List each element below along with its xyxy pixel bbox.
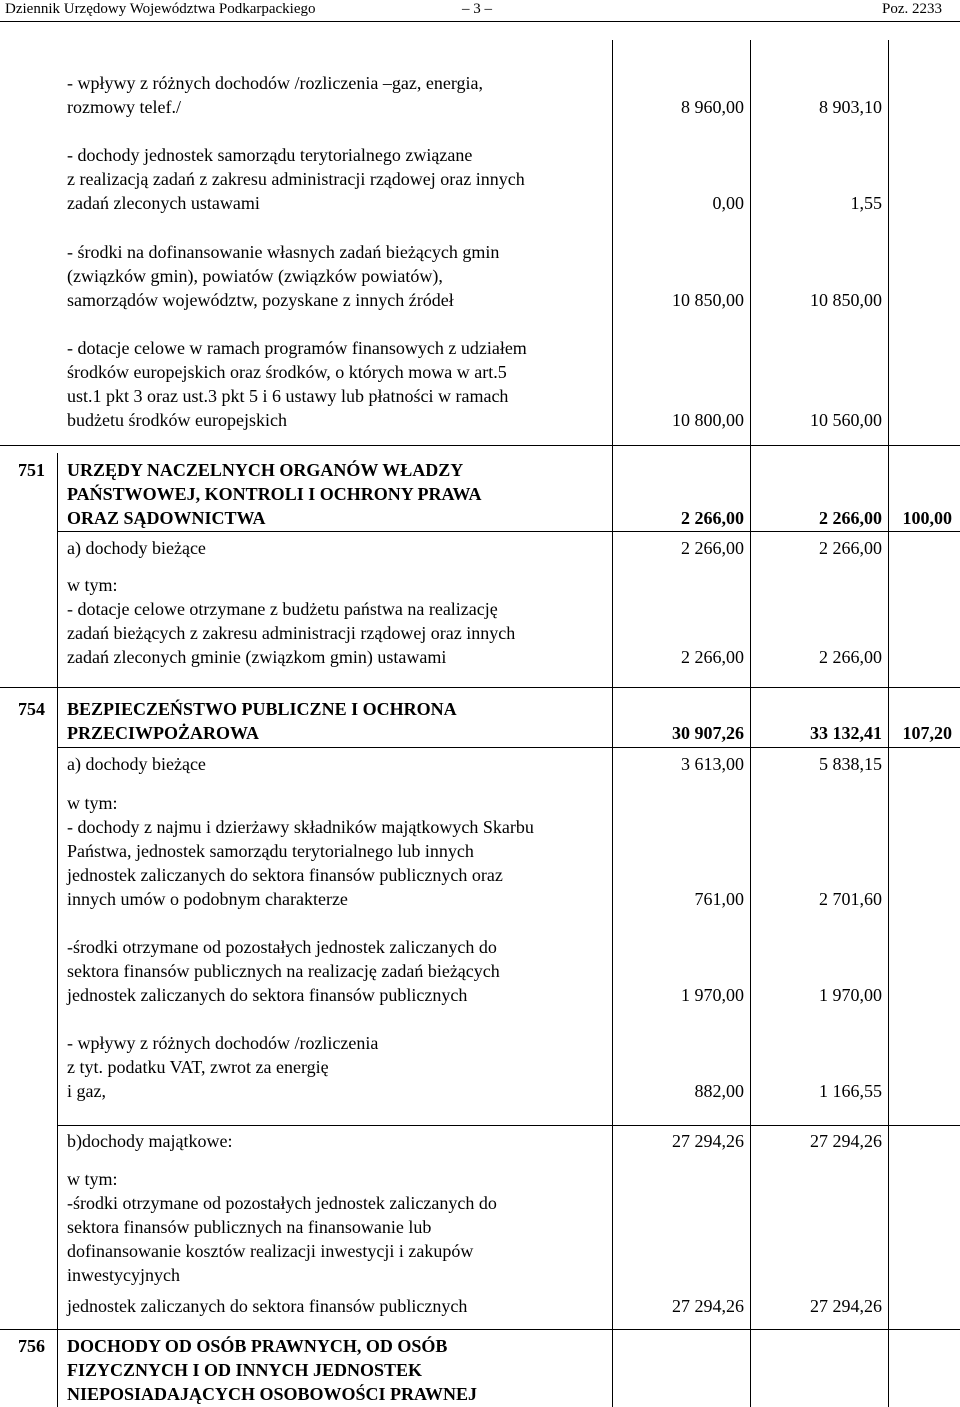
row-text: zadań bieżących z zakresu administracji rządowej oraz innych <box>67 623 516 643</box>
section-title: DOCHODY OD OSÓB PRAWNYCH, OD OSÓB <box>67 1336 448 1356</box>
plan-value: 882,00 <box>694 1081 744 1101</box>
plan-value: 30 907,26 <box>672 723 744 743</box>
row-text: - wpływy z różnych dochodów /rozliczenia –gaz, energia, <box>67 73 484 93</box>
row-text: z tyt. podatku VAT, zwrot za energię <box>67 1057 329 1077</box>
exec-value: 2 701,60 <box>819 889 882 909</box>
row-text: b)dochody majątkowe: <box>67 1131 233 1151</box>
row-text: - dochody jednostek samorządu terytorialnego związane <box>67 145 473 165</box>
row-text: budżetu środków europejskich <box>67 410 287 430</box>
row-text: - dotacje celowe w ramach programów finansowych z udziałem <box>67 338 527 358</box>
plan-value: 27 294,26 <box>672 1296 744 1316</box>
plan-value: 1 970,00 <box>681 985 744 1005</box>
plan-value: 2 266,00 <box>681 508 744 528</box>
row-text: zadań zleconych gminie (związkom gmin) ustawami <box>67 647 447 667</box>
row-text: samorządów województw, pozyskane z innych źródeł <box>67 290 454 310</box>
column-rule <box>750 40 751 1407</box>
row-rule <box>57 531 960 532</box>
row-text: a) dochody bieżące <box>67 538 206 558</box>
exec-value: 10 850,00 <box>810 290 882 310</box>
row-text: (związków gmin), powiatów (związków powiatów), <box>67 266 443 286</box>
exec-value: 33 132,41 <box>810 723 882 743</box>
exec-value: 1 970,00 <box>819 985 882 1005</box>
row-text: środków europejskich oraz środków, o których mowa w art.5 <box>67 362 507 382</box>
exec-value: 2 266,00 <box>819 538 882 558</box>
section-code: 756 <box>18 1336 45 1356</box>
row-rule <box>0 445 960 446</box>
header-rule <box>0 21 960 22</box>
section-title: PRZECIWPOŻAROWA <box>67 723 260 743</box>
section-title: FIZYCZNYCH I OD INNYCH JEDNOSTEK <box>67 1360 423 1380</box>
row-text: zadań zleconych ustawami <box>67 193 260 213</box>
position-number: Poz. 2233 <box>882 1 942 17</box>
row-text: jednostek zaliczanych do sektora finansów publicznych <box>67 985 468 1005</box>
plan-value: 2 266,00 <box>681 538 744 558</box>
row-text: jednostek zaliczanych do sektora finansów publicznych <box>67 1296 468 1316</box>
exec-value: 1,55 <box>850 193 882 213</box>
row-rule <box>0 687 960 688</box>
row-text: z realizacją zadań z zakresu administracji rządowej oraz innych <box>67 169 525 189</box>
exec-value: 1 166,55 <box>819 1081 882 1101</box>
row-text: sektora finansów publicznych na finansowanie lub <box>67 1217 432 1237</box>
row-text: a) dochody bieżące <box>67 754 206 774</box>
exec-value: 10 560,00 <box>810 410 882 430</box>
row-text: - środki na dofinansowanie własnych zadań bieżących gmin <box>67 242 500 262</box>
row-text: w tym: <box>67 793 118 813</box>
percent-value: 107,20 <box>902 723 952 743</box>
plan-value: 2 266,00 <box>681 647 744 667</box>
exec-value: 2 266,00 <box>819 647 882 667</box>
section-title: URZĘDY NACZELNYCH ORGANÓW WŁADZY <box>67 460 464 480</box>
row-text: jednostek zaliczanych do sektora finansów publicznych oraz <box>67 865 503 885</box>
row-text: - dochody z najmu i dzierżawy składników majątkowych Skarbu <box>67 817 534 837</box>
row-rule <box>57 1125 960 1126</box>
row-text: w tym: <box>67 575 118 595</box>
section-title: PAŃSTWOWEJ, KONTROLI I OCHRONY PRAWA <box>67 484 482 504</box>
row-text: Państwa, jednostek samorządu terytorialnego lub innych <box>67 841 474 861</box>
plan-value: 0,00 <box>712 193 744 213</box>
row-text: -środki otrzymane od pozostałych jednostek zaliczanych do <box>67 937 497 957</box>
row-text: dofinansowanie kosztów realizacji inwestycji i zakupów <box>67 1241 474 1261</box>
plan-value: 3 613,00 <box>681 754 744 774</box>
row-text: -środki otrzymane od pozostałych jednostek zaliczanych do <box>67 1193 497 1213</box>
exec-value: 8 903,10 <box>819 97 882 117</box>
section-code: 751 <box>18 460 45 480</box>
plan-value: 10 850,00 <box>672 290 744 310</box>
section-title: ORAZ SĄDOWNICTWA <box>67 508 266 528</box>
exec-value: 27 294,26 <box>810 1296 882 1316</box>
row-text: - dotacje celowe otrzymane z budżetu państwa na realizację <box>67 599 498 619</box>
row-text: - wpływy z różnych dochodów /rozliczenia <box>67 1033 379 1053</box>
row-text: w tym: <box>67 1169 118 1189</box>
column-rule <box>57 453 58 1407</box>
page-number: – 3 – <box>462 1 492 17</box>
row-text: sektora finansów publicznych na realizację zadań bieżących <box>67 961 500 981</box>
column-rule <box>888 40 889 1407</box>
exec-value: 2 266,00 <box>819 508 882 528</box>
exec-value: 27 294,26 <box>810 1131 882 1151</box>
row-text: ust.1 pkt 3 oraz ust.3 pkt 5 i 6 ustawy lub płatności w ramach <box>67 386 509 406</box>
plan-value: 27 294,26 <box>672 1131 744 1151</box>
section-title: BEZPIECZEŃSTWO PUBLICZNE I OCHRONA <box>67 699 457 719</box>
column-rule <box>612 40 613 1407</box>
row-text: i gaz, <box>67 1081 106 1101</box>
plan-value: 8 960,00 <box>681 97 744 117</box>
journal-title: Dziennik Urzędowy Województwa Podkarpackiego <box>5 1 316 17</box>
plan-value: 10 800,00 <box>672 410 744 430</box>
row-rule <box>0 1329 960 1330</box>
row-text: innych umów o podobnym charakterze <box>67 889 348 909</box>
exec-value: 5 838,15 <box>819 754 882 774</box>
row-rule <box>57 747 960 748</box>
plan-value: 761,00 <box>694 889 744 909</box>
row-text: rozmowy telef./ <box>67 97 181 117</box>
row-text: inwestycyjnych <box>67 1265 180 1285</box>
percent-value: 100,00 <box>902 508 952 528</box>
section-code: 754 <box>18 699 45 719</box>
section-title: NIEPOSIADAJĄCYCH OSOBOWOŚCI PRAWNEJ <box>67 1384 478 1404</box>
